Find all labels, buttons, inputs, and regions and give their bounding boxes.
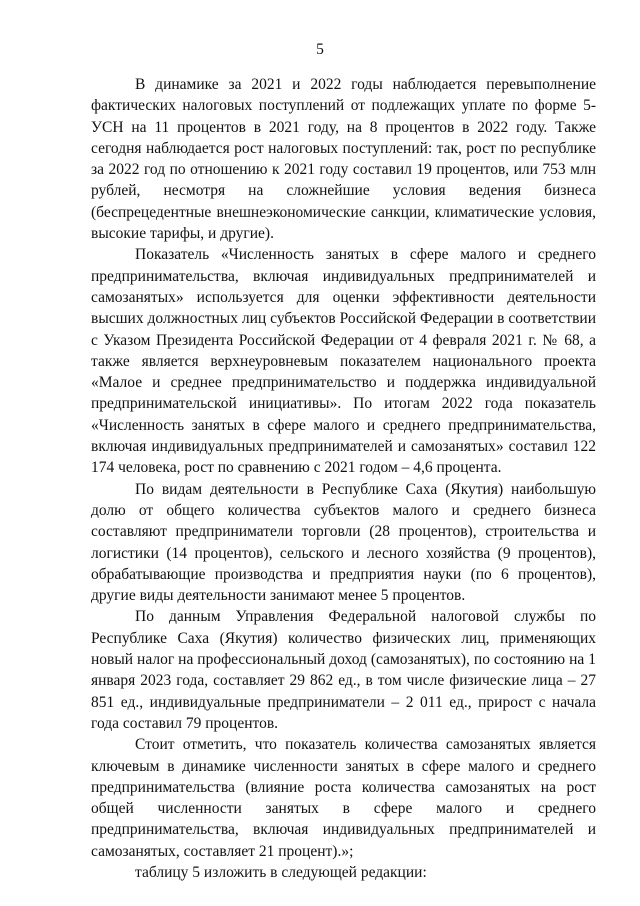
paragraph-employment-indicator: Показатель «Численность занятых в сфере малого и среднего предпринимательства, включая индивидуальных предпринимателей и самозанятых» используется для оценки эффективности деятельности высших должностных лиц субъектов Российской Федерации в соответствии с Указом Президента Российской Федерации от 4 февраля 2021 г. № 68, а также является верхнеуровневым показателем национального проекта «Малое и среднее предпринимательство и поддержка индивидуальной предпринимательской инициативы». По итогам 2022 года показатель «Численность занятых в сфере малого и среднего предпринимательства, включая индивидуальных предпринимателей и самозанятых» составил 122 174 человека, рост по сравнению с 2021 годом – 4,6 процента. <box>91 246 596 477</box>
page-number: 5 <box>316 41 324 58</box>
paragraph-tax-revenue: В динамике за 2021 и 2022 годы наблюдается перевыполнение фактических налоговых поступлений от подлежащих уплате по форме 5-УСН на 11 процентов в 2021 году, на 8 процентов в 2022 году. Также сегодня наблюдается рост налоговых поступлений: так, рост по республике за 2022 год по отношению к 2021 году составил 19 процентов, или 753 млн рублей, несмотря на сложнейшие условия ведения бизнеса (беспрецедентные внешнеэкономические санкции, климатические условия, высокие тарифы, и другие). <box>91 76 596 243</box>
paragraph-activity-types: По видам деятельности в Республике Саха (Якутия) наибольшую долю от общего количества субъектов малого и среднего бизнеса составляют предприниматели торговли (28 процентов), строительства и логистики (14 процентов), сельского и лесного хозяйства (9 процентов), обрабатывающие производства и предприятия науки (по 6 процентов), другие виды деятельности занимают менее 5 процентов. <box>91 480 596 605</box>
document-body <box>91 74 596 883</box>
paragraph-self-employed-significance: Стоит отметить, что показатель количества самозанятых является ключевым в динамике численности занятых в сфере малого и среднего предпринимательства (влияние роста количества самозанятых на рост общей численности занятых в сфере малого и среднего предпринимательства, включая индивидуальных предпринимателей и самозанятых, составляет 21 процент).»; <box>91 736 596 860</box>
paragraph-table-instruction: таблицу 5 изложить в следующей редакции: <box>135 863 427 881</box>
paragraph-self-employed-count: По данным Управления Федеральной налоговой службы по Республике Саха (Якутия) количество физических лиц, применяющих новый налог на профессиональный доход (самозанятых), по состоянию на 1 января 2023 года, составляет 29 862 ед., в том числе физические лица – 27 851 ед., индивидуальные предприниматели – 2 011 ед., прирост с начала года составил 79 процентов. <box>91 608 596 732</box>
